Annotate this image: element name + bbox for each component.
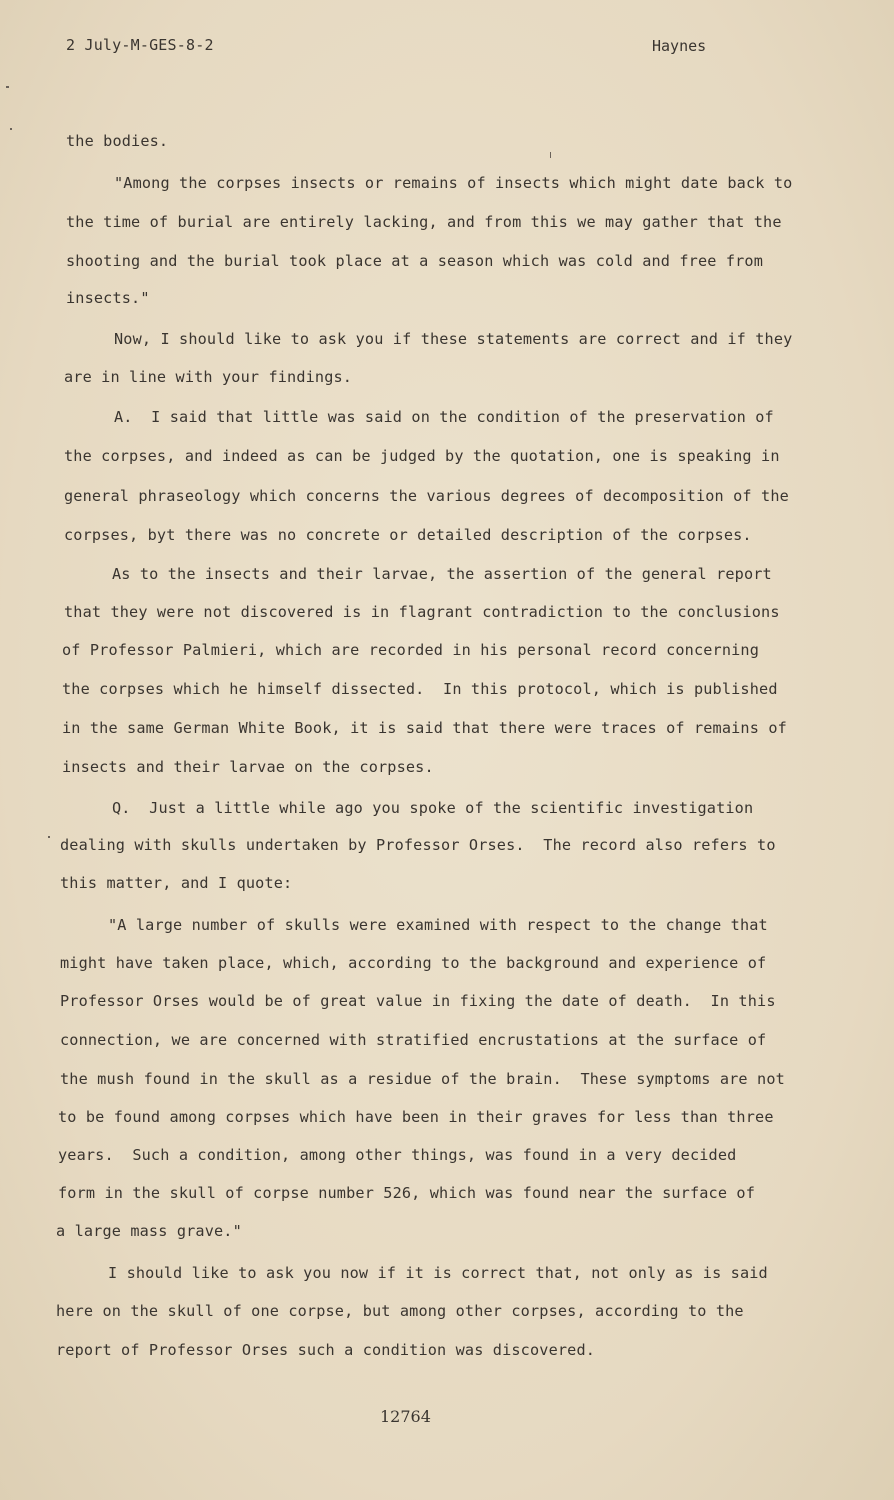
text-line: the corpses, and indeed as can be judged by the quotation, one is speaking in (64, 447, 780, 465)
text-line: insects and their larvae on the corpses. (62, 758, 434, 776)
text-line: Q. Just a little while ago you spoke of the scientific investigation (112, 799, 754, 817)
text-line: are in line with your findings. (64, 368, 353, 386)
text-line: the time of burial are entirely lacking, and from this we may gather that the (66, 213, 782, 231)
text-line: the mush found in the skull as a residue of the brain. These symptoms are not (60, 1070, 785, 1088)
text-line: shooting and the burial took place at a season which was cold and free from (66, 252, 764, 270)
text-line: connection, we are concerned with stratified encrustations at the surface of (60, 1031, 767, 1049)
text-line: corpses, byt there was no concrete or detailed description of the corpses. (64, 526, 752, 544)
text-line: the corpses which he himself dissected. In this protocol, which is published (62, 680, 778, 698)
margin-mark (6, 86, 9, 88)
text-line: insects." (66, 289, 150, 307)
text-line: "Among the corpses insects or remains of insects which might date back to (114, 174, 793, 192)
text-line: years. Such a condition, among other things, was found in a very decided (58, 1146, 737, 1164)
text-line: of Professor Palmieri, which are recorded in his personal record concerning (62, 641, 760, 659)
speaker-name: Haynes (652, 37, 707, 55)
text-line: Now, I should like to ask you if these statements are correct and if they (114, 330, 793, 348)
text-line: might have taken place, which, according to the background and experience of (60, 954, 767, 972)
margin-mark (10, 128, 12, 130)
text-line: A. I said that little was said on the condition of the preservation of (114, 408, 774, 426)
text-line: in the same German White Book, it is said that there were traces of remains of (62, 719, 787, 737)
text-line: general phraseology which concerns the various degrees of decomposition of the (64, 487, 789, 505)
text-line: to be found among corpses which have been in their graves for less than three (58, 1108, 774, 1126)
margin-mark (550, 152, 551, 158)
margin-mark (48, 836, 50, 838)
text-line: here on the skull of one corpse, but among other corpses, according to the (56, 1302, 744, 1320)
text-line: this matter, and I quote: (60, 874, 293, 892)
text-line: As to the insects and their larvae, the assertion of the general report (112, 565, 772, 583)
text-line: form in the skull of corpse number 526, which was found near the surface of (58, 1184, 756, 1202)
text-line: a large mass grave." (56, 1222, 242, 1240)
text-line: the bodies. (66, 132, 169, 150)
text-line: that they were not discovered is in flagrant contradiction to the conclusions (64, 603, 780, 621)
page-number: 12764 (380, 1407, 431, 1426)
text-line: dealing with skulls undertaken by Professor Orses. The record also refers to (60, 836, 776, 854)
document-reference: 2 July-M-GES-8-2 (66, 36, 214, 54)
text-line: I should like to ask you now if it is correct that, not only as is said (108, 1264, 768, 1282)
text-line: "A large number of skulls were examined with respect to the change that (108, 916, 768, 934)
text-line: Professor Orses would be of great value in fixing the date of death. In this (60, 992, 776, 1010)
text-line: report of Professor Orses such a condition was discovered. (56, 1341, 596, 1359)
